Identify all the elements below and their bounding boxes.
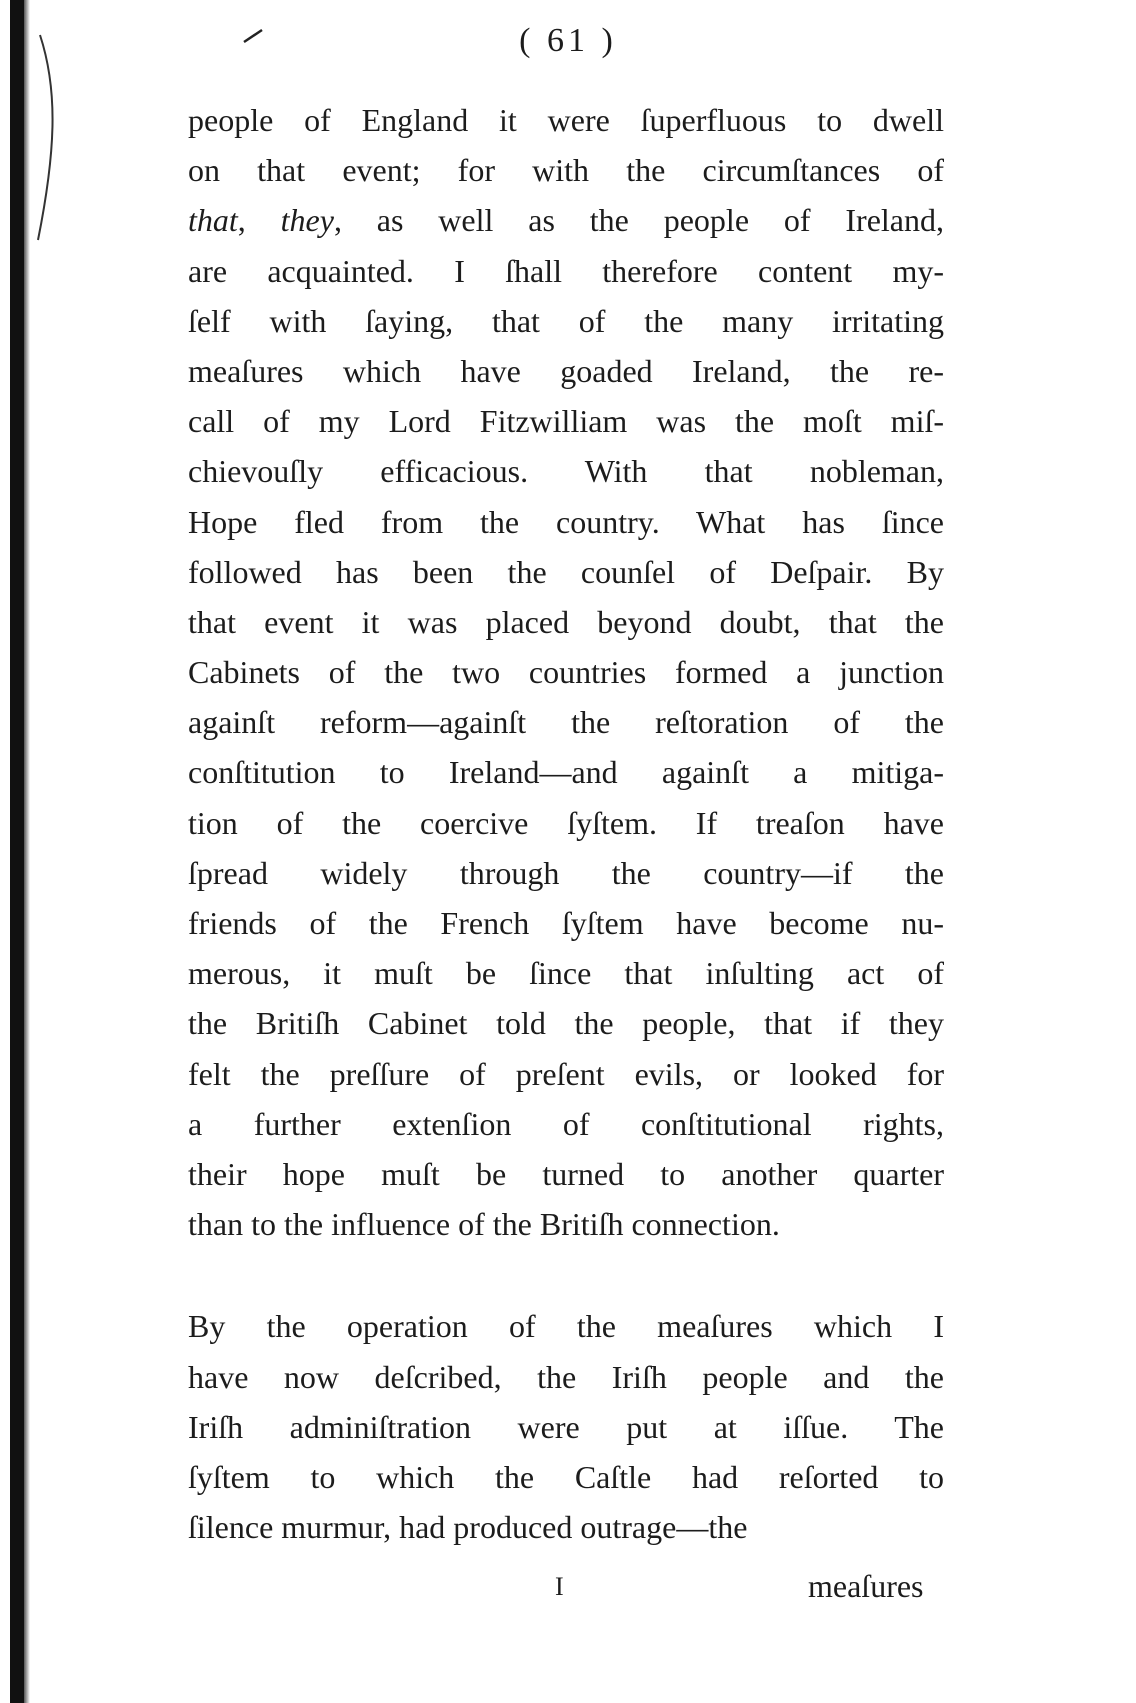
text-line: the Britiſh Cabinet told the people, that if they: [188, 1005, 944, 1042]
text-line: that, they, as well as the people of Ireland,: [188, 202, 944, 239]
text-line: felt the preſſure of preſent evils, or looked for: [188, 1055, 944, 1092]
page-edge-curve: [30, 30, 70, 250]
text-line: meaſures which have goaded Ireland, the re-: [188, 352, 944, 389]
text-line: on that event; for with the circumſtances of: [188, 152, 944, 189]
text-line: By the operation of the meaſures which I: [188, 1308, 944, 1345]
catchword: meaſures: [808, 1568, 924, 1604]
text-line: Cabinets of the two countries formed a junction: [188, 654, 944, 691]
text-line: ſyſtem to which the Caſtle had reſorted to: [188, 1458, 944, 1495]
text-line: a further extenſion of conſtitutional rights,: [188, 1105, 944, 1142]
text-line: call of my Lord Fitzwilliam was the moſt miſ-: [188, 403, 944, 440]
text-line: their hope muſt be turned to another quarter: [188, 1155, 944, 1192]
text-line: that event it was placed beyond doubt, that the: [188, 603, 944, 640]
text-line: chievouſly efficacious. With that nobleman,: [188, 453, 944, 490]
body-text: [188, 95, 944, 1552]
text-line: are acquainted. I ſhall therefore content my-: [188, 252, 944, 289]
text-line: Hope fled from the country. What has ſince: [188, 503, 944, 540]
text-line: merous, it muſt be ſince that inſulting act of: [188, 955, 944, 992]
text-line: conſtitution to Ireland—and againſt a mitiga-: [188, 754, 944, 791]
paragraph-gap: [188, 1249, 944, 1301]
text-line: ſilence murmur, had produced outrage—the: [188, 1509, 748, 1546]
text-line: Iriſh adminiſtration were put at iſſue. The: [188, 1408, 944, 1445]
text-line: followed has been the counſel of Deſpair. By: [188, 553, 944, 590]
text-line: ſelf with ſaying, that of the many irritating: [188, 302, 944, 339]
book-binding-edge: [10, 0, 24, 1703]
text-line: againſt reform—againſt the reſtoration of the: [188, 704, 944, 741]
signature-mark: I: [555, 1572, 564, 1601]
binding-shadow: [24, 0, 30, 1703]
paragraph-1: [188, 95, 944, 1249]
paragraph-2: [188, 1301, 944, 1552]
text-line: than to the influence of the Britiſh connection.: [188, 1206, 780, 1243]
text-line: friends of the French ſyſtem have become nu-: [188, 905, 944, 941]
text-line: have now deſcribed, the Iriſh people and the: [188, 1358, 944, 1395]
text-line: ſpread widely through the country—if the: [188, 854, 944, 891]
page-number: ( 61 ): [519, 22, 617, 59]
text-line: people of England it were ſuperfluous to dwell: [188, 102, 944, 138]
text-line: tion of the coercive ſyſtem. If treaſon have: [188, 804, 944, 841]
